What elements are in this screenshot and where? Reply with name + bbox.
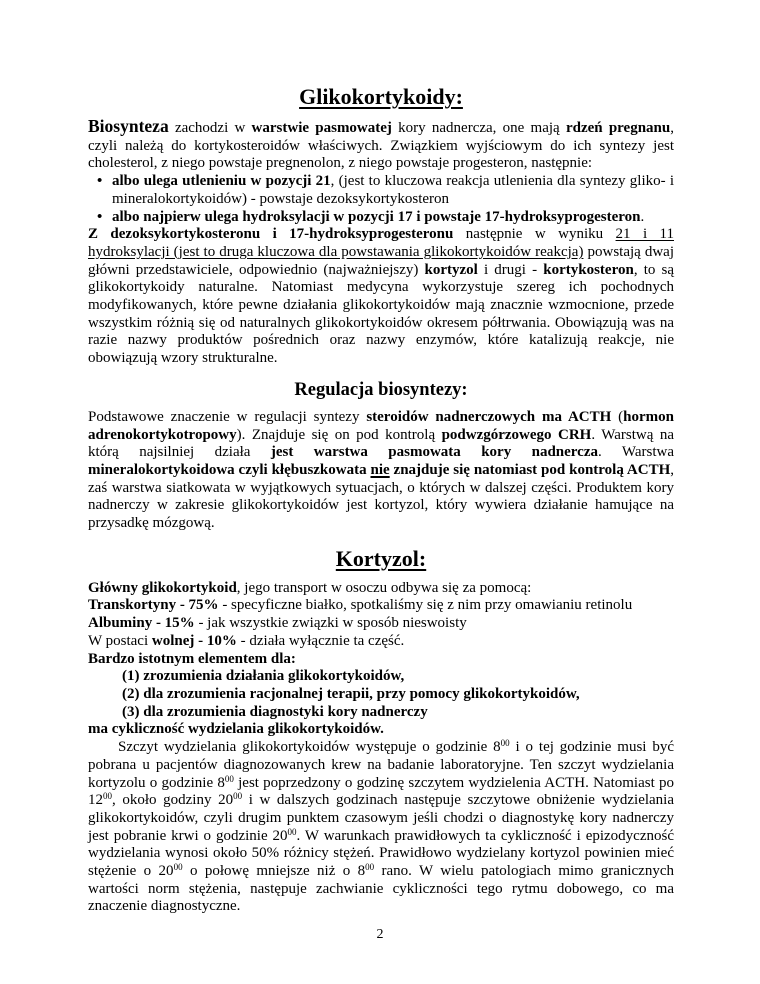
text-segment: , czyli należą do kortykosteroidów właściwych. Związkiem wyjściowym do ich syntezy jest cholesterol, z niego powstaje pregnenolon, z niego powstaje progesteron, następnie: (88, 120, 674, 172)
text-segment: Szczyt wydzielania glikokortykoidów występuje o godzinie 8 (118, 739, 501, 756)
text-segment: (1) zrozumienia działania glikokortykoidów, (122, 668, 405, 685)
text-segment: rano. W wielu patologiach mimo granicznych wartości norm stężenia, następuje zachwianie cykliczności tego rytmu dobowego, co ma znaczenie diagnostyczne. (88, 863, 674, 915)
section-title-kortyzol: Kortyzol: (335, 545, 427, 571)
text-segment: nie (370, 461, 390, 478)
numbered-item-3 (88, 704, 674, 722)
text-segment: 21 i 11 hydroksylacji (jest to druga kluczowa dla powstawania glikokortykoidów reakcja) (88, 226, 674, 260)
numbered-item-2 (88, 686, 674, 704)
text-segment: 00 (365, 862, 375, 873)
main-title: Glikokortykoidy: (299, 84, 463, 109)
text-segment: i w dalszych godzinach następuje szczytowe obniżenie wydzielania glikokortykoidów, czyli drugim punktem czasowym jeśli chodzi o diagnostykę kory nadnerczy jest pobranie krwi o godzinie 20 (88, 792, 674, 844)
text-segment: , jego transport w osoczu odbywa się za pomocą: (236, 579, 532, 596)
text-segment: powstają dwaj główni przedstawiciele, odpowiednio (najważniejszy) (88, 243, 674, 278)
line-bardzo-istotnym (88, 651, 674, 669)
bullet-oxidation-21 (88, 173, 674, 208)
line-albuminy (88, 615, 674, 633)
bullet-hydroxylation-17 (88, 209, 674, 227)
text-segment: ). Znajduje się on pod kontrolą (236, 426, 442, 443)
text-segment: o połowę mniejsze niż o 8 (182, 863, 366, 880)
text-segment: , zaś warstwa siatkowata w wyjątkowych sytuacjach, o których w dalszej części. Produktem kory nadnerczy w zakresie glikokortykoidów jest kortyzol, który wywiera działanie hamujące na przysadkę mózgową. (88, 461, 674, 532)
text-segment: kortykosteron (543, 261, 634, 278)
text-segment: podwzgórzowego CRH (441, 426, 592, 443)
text-segment: (2) dla zrozumienia racjonalnej terapii, przy pomocy glikokortykoidów, (122, 685, 580, 702)
text-segment: - działa wyłącznie ta część. (236, 632, 405, 649)
text-segment: . (640, 208, 645, 225)
numbered-item-1 (88, 668, 674, 686)
text-segment: 00 (103, 791, 112, 802)
text-segment: ( (611, 408, 624, 425)
text-segment: i drugi - (477, 261, 544, 278)
text-segment: Bardzo istotnym elementem dla: (88, 650, 296, 667)
paragraph-hydroxylation-products (88, 226, 674, 368)
text-segment: zachodzi w (168, 120, 252, 136)
text-segment: Biosynteza (88, 116, 169, 136)
document-blocks (88, 84, 674, 916)
paragraph-szczyt-wydzielania (88, 739, 674, 916)
page-number: 2 (376, 927, 384, 943)
text-segment: 00 (500, 738, 510, 749)
text-segment: . Warstwą na którą najsilniej działa (88, 426, 674, 461)
line-transkortyny (88, 597, 674, 615)
text-segment: albo najpierw ulega hydroksylacji w pozycji 17 i powstaje 17-hydroksyprogesteron (112, 208, 641, 225)
text-segment: następnie w wyniku (453, 226, 616, 243)
text-segment: Podstawowe znaczenie w regulacji syntezy (88, 408, 367, 425)
text-segment: albo ulega utlenieniu w pozycji 21 (112, 173, 331, 190)
text-segment: kory nadnercza, one mają (391, 120, 566, 136)
text-segment: Transkortyny - 75% (88, 597, 219, 614)
line-ma-cyklicznosc (88, 721, 674, 739)
paragraph-biosynteza (88, 118, 674, 173)
text-segment: i o tej godzinie musi być pobrana u pacjentów diagnozowanych krew na badanie laboratoryjne. Ten szczyt wydzielania kortyzolu o godzinie 8 (88, 739, 675, 791)
text-segment: rdzeń pregnanu (565, 120, 671, 136)
text-segment: Albuminy - 15% (88, 615, 195, 632)
text-segment: steroidów nadnerczowych ma ACTH (366, 408, 612, 425)
text-segment: , to są glikokortykoidy naturalne. Natomiast medycyna wykorzystuje szereg ich pochodnych modyfikowanych, które pewne działania glikokortykoidów mają znacznie wzmocnione, przede wszystkim różnią się od naturalnych glikokortykoidów okresem półtrwania. Obowiązują was na razie nazwy produktów pośrednich oraz nazwy enzymów, które katalizują reakcje, nie obowiązują wzory strukturalne. (88, 261, 675, 367)
text-segment: 00 (224, 773, 234, 784)
text-segment: mineralokortykoidowa czyli kłębuszkowata (88, 461, 371, 478)
text-segment: hormon adrenokortykotropowy (88, 408, 674, 443)
text-segment: znajduje się natomiast pod kontrolą ACTH (389, 461, 671, 478)
text-segment: 00 (173, 862, 183, 873)
line-postac-wolna (88, 633, 674, 651)
text-segment: , (jest to kluczowa reakcja utlenienia dla syntezy gliko- i mineralokortykoidów) - powstaje dezoksykortykosteron (112, 173, 675, 207)
text-segment: jest warstwa pasmowata kory nadnercza (270, 444, 598, 461)
paragraph-regulacja (88, 409, 674, 533)
text-segment: ma cykliczność wydzielania glikokortykoidów. (88, 721, 384, 738)
text-segment: jest poprzedzony o godzinę szczytem wydzielenia ACTH. Natomiast po 12 (88, 774, 675, 809)
text-segment: Główny glikokortykoid (88, 579, 237, 596)
text-segment: . W warunkach prawidłowych ta cykliczność i epizodyczność wydzielania wynosi około 50% różnicy stężeń. Prawidłowo wydzielany kortyzol powinien mieć stężenie o 20 (88, 827, 674, 880)
text-segment: , około godziny 20 (112, 792, 234, 809)
text-segment: 00 (287, 826, 297, 837)
section-title-regulacja: Regulacja biosyntezy: (294, 379, 468, 400)
text-segment: - specyficzne białko, spotkaliśmy się z nim przy omawianiu retinolu (218, 597, 633, 614)
text-segment: Z dezoksykortykosteronu i 17-hydroksyprogesteronu (88, 226, 454, 243)
text-segment: W postaci (88, 632, 152, 649)
line-glowny-glikokortykoid (88, 580, 674, 598)
text-segment: kortyzol (424, 261, 478, 278)
text-segment: . Warstwa (598, 444, 674, 461)
text-segment: 00 (233, 791, 243, 802)
text-segment: wolnej - 10% (151, 632, 237, 649)
text-segment: - jak wszystkie związki w sposób nieswoisty (194, 615, 467, 632)
text-segment: (3) dla zrozumienia diagnostyki kory nadnerczy (122, 703, 428, 720)
text-segment: warstwie pasmowatej (251, 120, 392, 136)
